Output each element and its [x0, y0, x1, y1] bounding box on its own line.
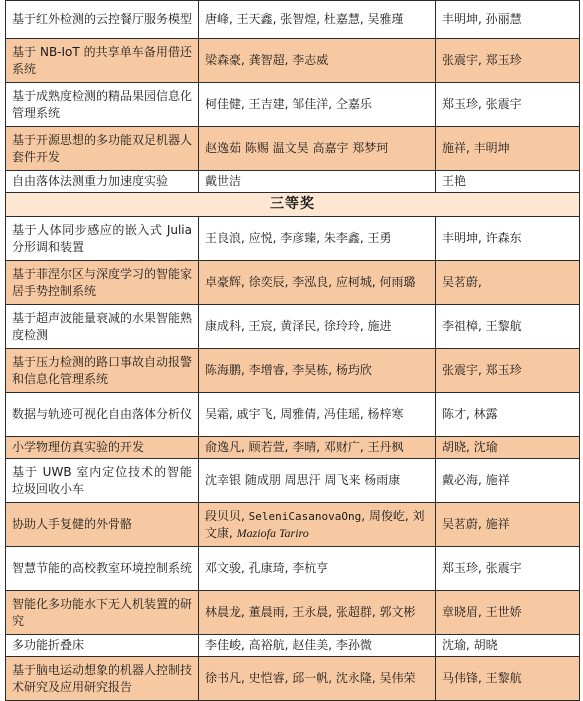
table-row [6, 217, 580, 261]
table-row [6, 83, 580, 127]
members-cell: 陈海鹏, 李增睿, 李昊栋, 杨玙欣 [199, 349, 436, 393]
members-cell [199, 503, 436, 547]
table-row [6, 171, 580, 193]
advisors-cell: 郑玉珍, 张震宇 [436, 547, 580, 591]
members-cell: 唐峰, 王天鑫, 张智煌, 杜嘉慧, 吴雅瑾 [199, 1, 436, 39]
project-cell: 基于成熟度检测的精品果园信息化管理系统 [6, 83, 199, 127]
project-cell: 数据与轨迹可视化自由落体分析仪 [6, 393, 199, 437]
advisors-cell: 丰明坤, 孙丽慧 [436, 1, 580, 39]
awards-table [5, 0, 580, 701]
table-row [6, 503, 580, 547]
member-text: 段贝贝, [205, 508, 249, 523]
project-cell: 智能化多功能水下无人机装置的研究 [6, 591, 199, 635]
advisors-cell: 陈才, 林露 [436, 393, 580, 437]
members-cell: 卓豪辉, 徐奕辰, 李泓良, 应柯城, 何雨璐 [199, 261, 436, 305]
project-cell: 自由落体法测重力加速度实验 [6, 171, 199, 193]
table-row [6, 39, 580, 83]
advisors-cell: 李祖樟, 王黎航 [436, 305, 580, 349]
project-cell: 小学物理仿真实验的开发 [6, 437, 199, 459]
project-cell: 基于压力检测的路口事故自动报警和信息化管理系统 [6, 349, 199, 393]
advisors-cell: 施祥, 丰明坤 [436, 127, 580, 171]
members-cell: 康成科, 王宸, 黄泽民, 徐玲玲, 施进 [199, 305, 436, 349]
project-text: 基于 NB-IoT 的共享单车备用借还系统 [12, 44, 192, 76]
members-cell: 吴霜, 戚宇飞, 周雅倩, 冯佳瑶, 杨梓寒 [199, 393, 436, 437]
member-text: , 周俊屹, 刘文康, [205, 508, 425, 540]
project-cell: 多功能折叠床 [6, 635, 199, 657]
table-row [6, 349, 580, 393]
advisors-cell: 张震宇, 郑玉珍 [436, 39, 580, 83]
table-row [6, 591, 580, 635]
members-cell: 柯佳健, 王吉建, 邹佳洋, 仝嘉乐 [199, 83, 436, 127]
members-cell: 梁森豪, 龚智超, 李志威 [199, 39, 436, 83]
members-cell: 林晨龙, 董晨雨, 王永晨, 张超群, 郭文彬 [199, 591, 436, 635]
project-cell [6, 39, 199, 83]
section-title: 三等奖 [6, 193, 580, 217]
project-cell: 基于红外检测的云控餐厅服务模型 [6, 1, 199, 39]
advisors-cell: 王艳 [436, 171, 580, 193]
member-name-latin: Maziofa Tariro [236, 525, 309, 540]
project-cell: 基于人体同步感应的嵌入式 Julia 分形调和装置 [6, 217, 199, 261]
table-row [6, 127, 580, 171]
table-row [6, 635, 580, 657]
advisors-cell: 吴茗蔚, [436, 261, 580, 305]
members-cell: 王良浪, 应悦, 李彦臻, 朱李鑫, 王勇 [199, 217, 436, 261]
project-cell: 基于 UWB 室内定位技术的智能垃圾回收小车 [6, 459, 199, 503]
advisors-cell: 吴茗蔚, 施祥 [436, 503, 580, 547]
project-cell: 基于菲涅尔区与深度学习的智能家居手势控制系统 [6, 261, 199, 305]
table-row [6, 459, 580, 503]
table-row [6, 393, 580, 437]
table-row [6, 261, 580, 305]
members-cell: 戴世洁 [199, 171, 436, 193]
project-cell: 基于脑电运动想象的机器人控制技术研究及应用研究报告 [6, 657, 199, 701]
advisors-cell: 马伟锋, 王黎航 [436, 657, 580, 701]
members-cell: 徐书凡, 史恺睿, 邱一帆, 沈永隆, 吴伟荣 [199, 657, 436, 701]
table-row [6, 1, 580, 39]
members-cell: 俞逸凡, 顾若萱, 李晴, 邓财广, 王丹枫 [199, 437, 436, 459]
advisors-cell: 张震宇, 郑玉珍 [436, 349, 580, 393]
advisors-cell: 郑玉珍, 张震宇 [436, 83, 580, 127]
section-header-row [6, 193, 580, 217]
advisors-cell: 沈瑜, 胡晓 [436, 635, 580, 657]
members-cell: 李佳峻, 高裕航, 赵佳美, 李孙微 [199, 635, 436, 657]
members-cell: 沈幸银 随成朋 周思汗 周飞来 杨雨康 [199, 459, 436, 503]
members-cell: 邓文骏, 孔康琦, 李杭亨 [199, 547, 436, 591]
project-cell: 协助人手复健的外骨骼 [6, 503, 199, 547]
member-name-latin: SeleniCasanovaOng [248, 509, 362, 523]
project-cell: 智慧节能的高校教室环境控制系统 [6, 547, 199, 591]
advisors-cell: 胡晓, 沈瑜 [436, 437, 580, 459]
advisors-cell: 戴必海, 施祥 [436, 459, 580, 503]
table-row [6, 547, 580, 591]
advisors-cell: 丰明坤, 许森东 [436, 217, 580, 261]
table-row [6, 437, 580, 459]
members-cell: 赵逸茹 陈赐 温文昊 高嘉宇 郑梦珂 [199, 127, 436, 171]
project-cell: 基于超声波能量衰减的水果智能熟度检测 [6, 305, 199, 349]
table-row [6, 305, 580, 349]
advisors-cell: 章晓眉, 王世娇 [436, 591, 580, 635]
project-cell: 基于开源思想的多功能双足机器人套件开发 [6, 127, 199, 171]
table-row [6, 657, 580, 701]
